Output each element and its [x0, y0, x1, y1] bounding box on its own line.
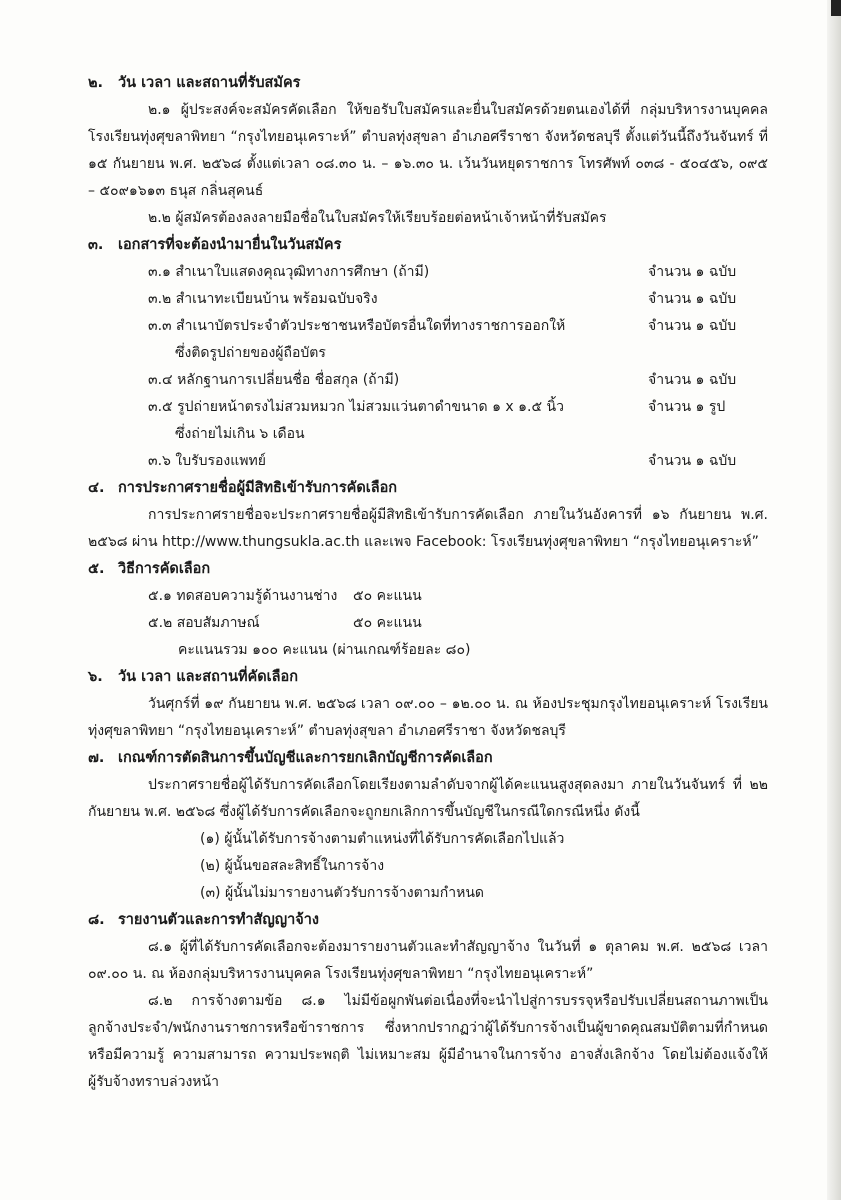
document-item-count: จำนวน ๑ ฉบับ [648, 372, 737, 388]
section-title: เอกสารที่จะต้องนำมายื่นในวันสมัคร [118, 237, 342, 253]
document-item [88, 367, 768, 394]
section-title: เกณฑ์การตัดสินการขึ้นบัญชีและการยกเลิกบัญชีการคัดเลือก [118, 750, 493, 766]
document-item-text: ๓.๕ รูปถ่ายหน้าตรงไม่สวมหมวก ไม่สวมแว่นตาดำขนาด ๑ x ๑.๕ นิ้ว [148, 399, 564, 415]
document-item-count: จำนวน ๑ ฉบับ [648, 264, 737, 280]
scan-corner-mark [831, 0, 841, 16]
section-heading [88, 475, 768, 502]
paragraph: ๘.๒ การจ้างตามข้อ ๘.๑ ไม่มีข้อผูกพันต่อเนื่องที่จะนำไปสู่การบรรจุหรือปรับเปลี่ยนสถานภาพเป็น ลูกจ้างประจำ/พนักงานราชการหรือข้าราชการ ซึ่งหากปรากฏว่าผู้ได้รับการจ้างเป็นผู้ขาดคุณสมบัติตามที่กำหนด หรือมีความรู้ ความสามารถ ความประพฤติ ไม่เหมาะสม ผู้มีอำนาจในการจ้าง อาจสั่งเลิกจ้าง โดยไม่ต้องแจ้งให้ ผู้รับจ้างทราบล่วงหน้า [88, 993, 768, 1090]
section-required-documents [88, 232, 768, 475]
document-item-count: จำนวน ๑ ฉบับ [648, 318, 737, 334]
condition-item: (๑) ผู้นั้นได้รับการจ้างตามตำแหน่งที่ได้รับการคัดเลือกไปแล้ว [200, 831, 565, 847]
document-item [88, 313, 768, 367]
document-item [88, 394, 768, 448]
document-item-count: จำนวน ๑ รูป [648, 399, 726, 415]
section-number: ๖. [88, 669, 103, 685]
section-title: รายงานตัวและการทำสัญญาจ้าง [118, 912, 319, 928]
document-item-count: จำนวน ๑ ฉบับ [648, 291, 737, 307]
section-number: ๒. [88, 75, 104, 91]
section-selection-method [88, 556, 768, 664]
score-item-points: ๕๐ คะแนน [353, 615, 422, 631]
section-number: ๓. [88, 237, 104, 253]
document-item [88, 286, 768, 313]
section-application-schedule [88, 70, 768, 232]
section-contract [88, 907, 768, 1096]
section-selection-schedule [88, 664, 768, 745]
document-item-text: ๓.๔ หลักฐานการเปลี่ยนชื่อ ชื่อสกุล (ถ้ามี) [148, 372, 400, 388]
condition-item: (๒) ผู้นั้นขอสละสิทธิ์ในการจ้าง [200, 858, 385, 874]
paragraph: ประกาศรายชื่อผู้ได้รับการคัดเลือกโดยเรียงตามลำดับจากผู้ได้คะแนนสูงสุดลงมา ภายในวันจันทร์ ที่ ๒๒ กันยายน พ.ศ. ๒๕๖๘ ซึ่งผู้ได้รับการคัดเลือกจะถูกยกเลิกการขึ้นบัญชีในกรณีใดกรณีหนึ่ง ดังนี้ [88, 777, 768, 820]
score-total: คะแนนรวม ๑๐๐ คะแนน (ผ่านเกณฑ์ร้อยละ ๘๐) [178, 642, 471, 658]
document-item [88, 448, 768, 475]
paragraph: ๒.๑ ผู้ประสงค์จะสมัครคัดเลือก ให้ขอรับใบสมัครและยื่นใบสมัครด้วยตนเองได้ที่ กลุ่มบริหารงานบุคคล โรงเรียนทุ่งศุขลาพิทยา “กรุงไทยอนุเคราะห์” ตำบลทุ่งสุขลา อำเภอศรีราชา จังหวัดชลบุรี ตั้งแต่วันนี้ถึงวันจันทร์ ที่ ๑๕ กันยายน พ.ศ. ๒๕๖๘ ตั้งแต่เวลา ๐๘.๓๐ น. – ๑๖.๓๐ น. เว้นวันหยุดราชการ โทรศัพท์ ๐๓๘ - ๕๐๔๕๖, ๐๙๕ – ๕๐๙๑๖๑๓ ธนุส กลิ่นสุคนธ์ [88, 102, 768, 199]
section-heading [88, 232, 768, 259]
document-body [88, 70, 768, 1096]
section-title: วัน เวลา และสถานที่รับสมัคร [118, 75, 301, 91]
condition-item: (๓) ผู้นั้นไม่มารายงานตัวรับการจ้างตามกำหนด [200, 885, 485, 901]
document-item-text: ๓.๒ สำเนาทะเบียนบ้าน พร้อมฉบับจริง [148, 291, 378, 307]
section-candidate-announcement [88, 475, 768, 556]
section-heading [88, 664, 768, 691]
score-item [88, 610, 768, 637]
document-item-text: ๓.๖ ใบรับรองแพทย์ [148, 453, 266, 469]
score-item [88, 583, 768, 610]
score-item-label: ๕.๑ ทดสอบความรู้ด้านงานช่าง [148, 588, 338, 604]
score-item-points: ๕๐ คะแนน [353, 588, 422, 604]
section-heading [88, 70, 768, 97]
document-item-count: จำนวน ๑ ฉบับ [648, 453, 737, 469]
score-item-label: ๕.๒ สอบสัมภาษณ์ [148, 615, 260, 631]
section-title: วัน เวลา และสถานที่คัดเลือก [118, 669, 298, 685]
section-number: ๔. [88, 480, 105, 496]
section-number: ๕. [88, 561, 105, 577]
section-heading [88, 745, 768, 772]
section-number: ๗. [88, 750, 105, 766]
document-item-continuation: ซึ่งติดรูปถ่ายของผู้ถือบัตร [175, 345, 326, 361]
paragraph: การประกาศรายชื่อจะประกาศรายชื่อผู้มีสิทธิเข้ารับการคัดเลือก ภายในวันอังคารที่ ๑๖ กันยายน พ.ศ. ๒๕๖๘ ผ่าน http://www.thungsukla.ac.th และเพจ Facebook: โรงเรียนทุ่งศุขลาพิทยา “กรุงไทยอนุเคราะห์” [88, 507, 768, 550]
page-edge-shadow [827, 0, 841, 1200]
paragraph: ๘.๑ ผู้ที่ได้รับการคัดเลือกจะต้องมารายงานตัวและทำสัญญาจ้าง ในวันที่ ๑ ตุลาคม พ.ศ. ๒๕๖๘ เวลา ๐๙.๐๐ น. ณ ห้องกลุ่มบริหารงานบุคคล โรงเรียนทุ่งศุขลาพิทยา “กรุงไทยอนุเคราะห์” [88, 939, 768, 982]
document-item-text: ๓.๓ สำเนาบัตรประจำตัวประชาชนหรือบัตรอื่นใดที่ทางราชการออกให้ [148, 318, 566, 334]
section-heading [88, 556, 768, 583]
section-title: วิธีการคัดเลือก [118, 561, 211, 577]
section-number: ๘. [88, 912, 105, 928]
section-heading [88, 907, 768, 934]
paragraph: ๒.๒ ผู้สมัครต้องลงลายมือชื่อในใบสมัครให้เรียบร้อยต่อหน้าเจ้าหน้าที่รับสมัคร [148, 210, 607, 226]
document-item-continuation: ซึ่งถ่ายไม่เกิน ๖ เดือน [175, 426, 305, 442]
paragraph: วันศุกร์ที่ ๑๙ กันยายน พ.ศ. ๒๕๖๘ เวลา ๐๙.๐๐ – ๑๒.๐๐ น. ณ ห้องประชุมกรุงไทยอนุเคราะห์ โรงเรียนทุ่งศุขลาพิทยา “กรุงไทยอนุเคราะห์” ตำบลทุ่งสุขลา อำเภอศรีราชา จังหวัดชลบุรี [88, 696, 768, 739]
section-title: การประกาศรายชื่อผู้มีสิทธิเข้ารับการคัดเลือก [118, 480, 398, 496]
document-item [88, 259, 768, 286]
section-list-criteria [88, 745, 768, 907]
document-item-text: ๓.๑ สำเนาใบแสดงคุณวุฒิทางการศึกษา (ถ้ามี) [148, 264, 430, 280]
